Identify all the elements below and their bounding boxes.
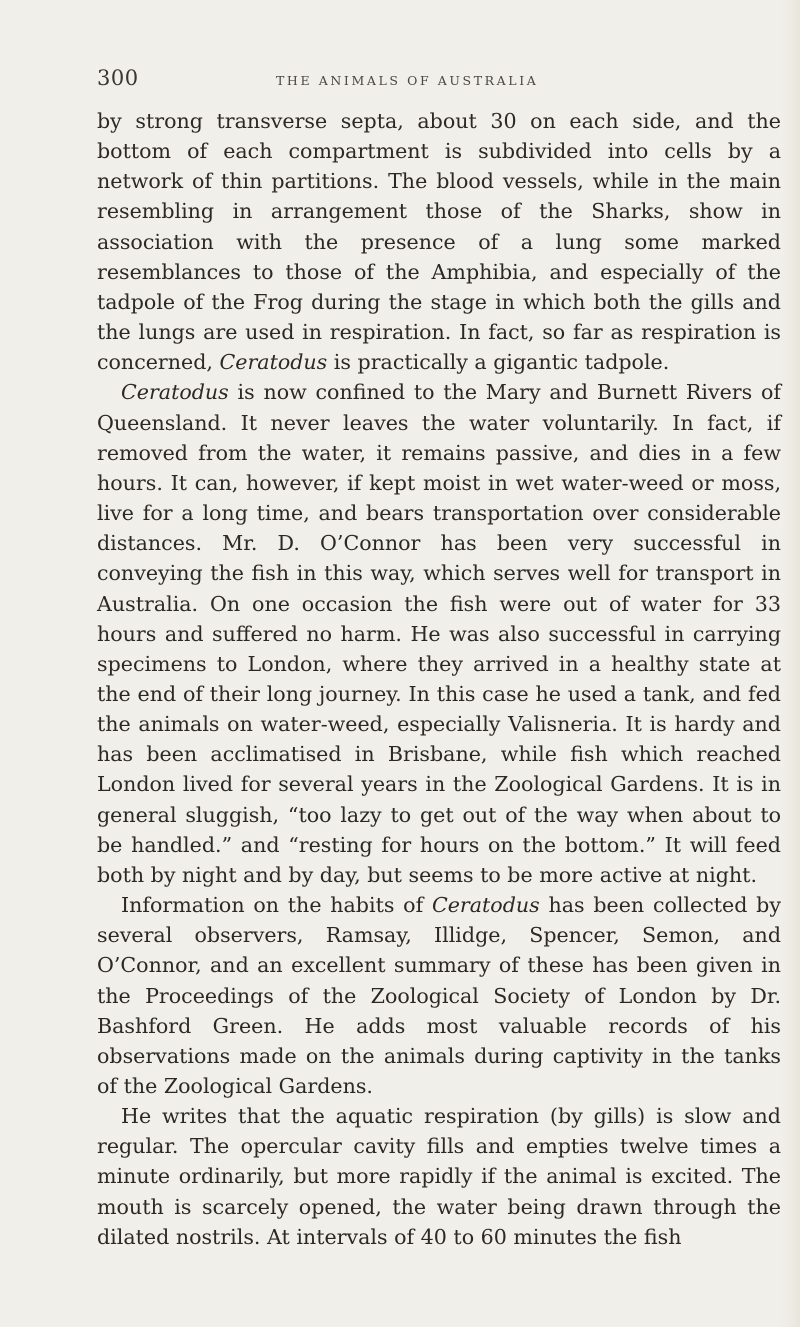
paragraph-2	[97, 377, 781, 890]
paragraph-1	[97, 106, 781, 377]
running-head: THE ANIMALS OF AUSTRALIA	[276, 73, 539, 88]
paragraph-3	[97, 890, 781, 1101]
italic-term: Ceratodus	[431, 893, 540, 918]
text-run: is practically a gigantic tadpole.	[327, 350, 670, 375]
text-run: by strong transverse septa, about 30 on each side, and the bottom of each compartment is subdivided into cells by a network of thin partitions. The blood vessels, while in the main resembling in arrangement those of the Sharks, show in association with the presence of a lung some marked resemblances to those of the Amphibia, and especially of the tadpole of the Frog during the stage in which both the gills and the lungs are used in respiration. In fact, so far as respiration is concerned,	[97, 109, 781, 375]
page-edge-shadow	[782, 0, 800, 1327]
page-number: 300	[97, 66, 139, 90]
italic-term: Ceratodus	[121, 380, 229, 405]
body-text	[97, 106, 781, 1252]
paragraph-4	[97, 1101, 781, 1252]
text-run: is now confined to the Mary and Burnett Rivers of Queensland. It never leaves the water voluntarily. In fact, if removed from the water, it remains passive, and dies in a few hours. It can, however, if kept moist in wet water-weed or moss, live for a long time, and bears transportation over considerable distances. Mr. D. O’Connor has been very successful in conveying the fish in this way, which serves well for transport in Australia. On one occasion the fish were out of water for 33 hours and suffered no harm. He was also successful in carrying specimens to London, where they arrived in a healthy state at the end of their long journey. In this case he used a tank, and fed the animals on water-weed, especially Valisneria. It is hardy and has been acclimatised in Brisbane, while fish which reached London lived for several years in the Zoological Gardens. It is in general sluggish, “too lazy to get out of the way when about to be handled.” and “resting for hours on the bottom.” It will feed both by night and by day, but seems to be more active at night.	[97, 380, 781, 887]
italic-term: Ceratodus	[219, 350, 328, 375]
text-run: He writes that the aquatic respiration (by gills) is slow and regular. The opercular cavity fills and empties twelve times a minute ordinarily, but more rapidly if the animal is excited. The mouth is scarcely opened, the water being drawn through the dilated nostrils. At intervals of 40 to 60 minutes the fish	[97, 1104, 781, 1249]
text-run: has been collected by several observers, Ramsay, Illidge, Spencer, Semon, and O’Connor, and an excellent summary of these has been given in the Proceedings of the Zoological Society of London by Dr. Bashford Green. He adds most valuable records of his observations made on the animals during captivity in the tanks of the Zoological Gardens.	[97, 893, 781, 1098]
book-page	[97, 66, 781, 1252]
page-header	[97, 66, 781, 106]
text-run: Information on the habits of	[121, 893, 432, 918]
